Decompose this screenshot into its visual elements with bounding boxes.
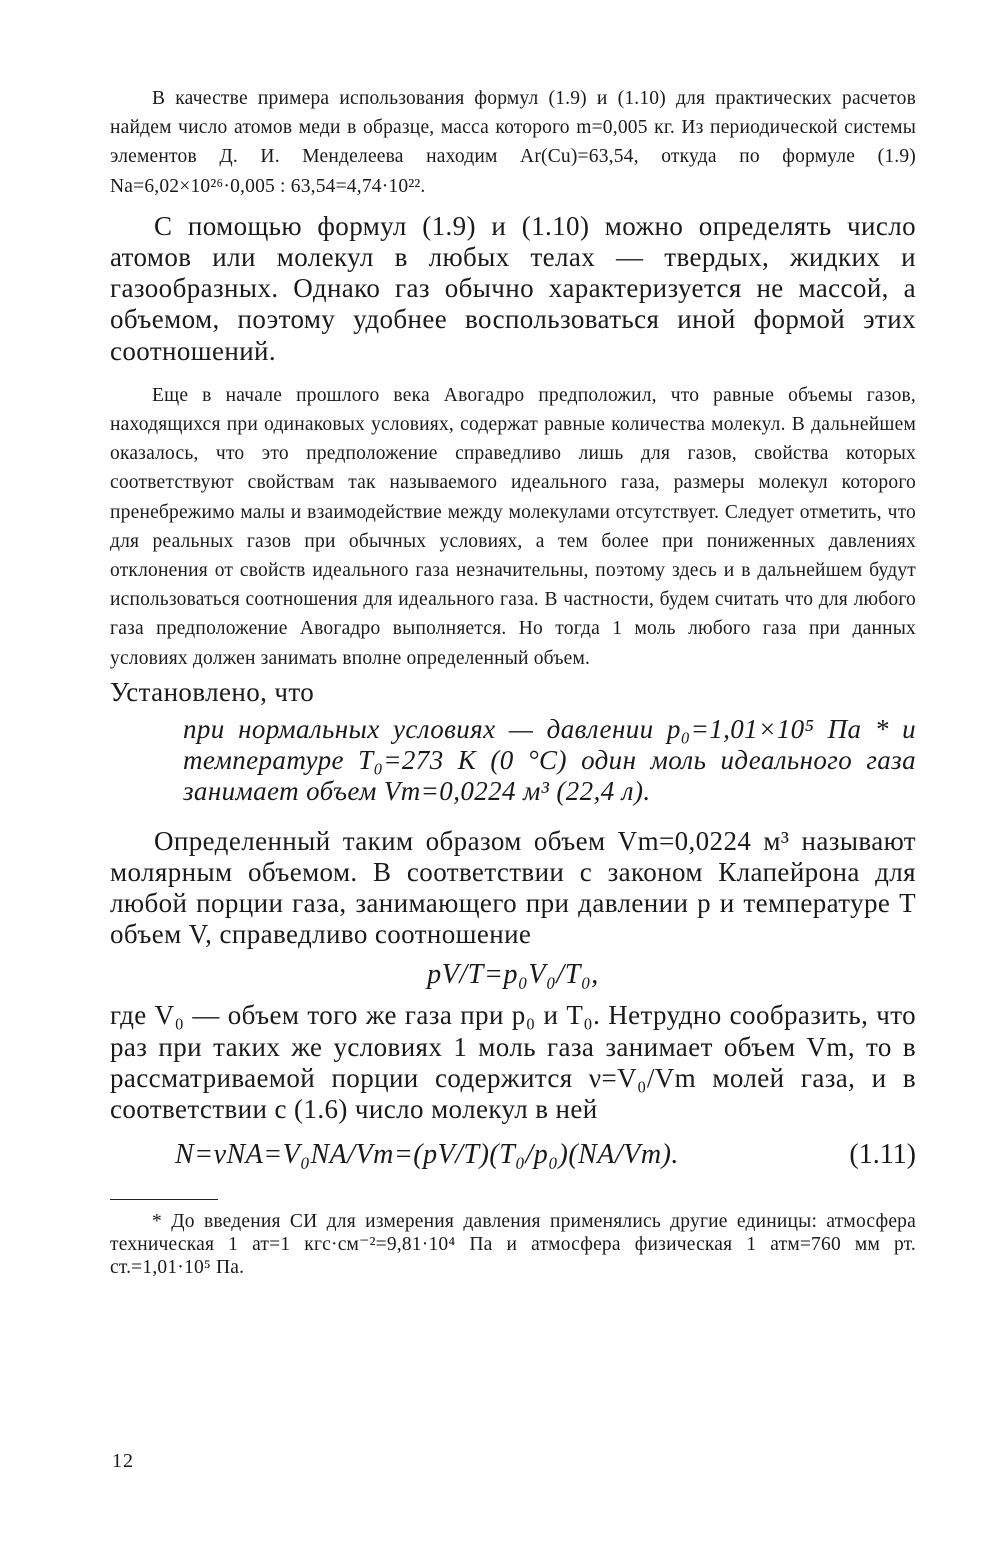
formula-molecules-number: (1.11): [849, 1139, 916, 1171]
paragraph-formulas-usage: С помощью формул (1.9) и (1.10) можно определять число атомов или молекул в любых телах — твердых, жидких и газообразных. Однако газ обычно характеризуется не массой, а объемом, поэтому удобнее воспользоваться иной формой этих соотношений.: [110, 210, 916, 366]
footnote-divider: [110, 1199, 218, 1200]
paragraph-molar-volume: Определенный таким образом объем Vm=0,0224 м³ называют молярным объемом. В соответствии с законом Клапейрона для любой порции газа, занимающего при давлении p и температуре T объем V, справедливо соотношение: [110, 825, 916, 950]
footnote: * До введения СИ для измерения давления применялись другие единицы: атмосфера техническая 1 ат=1 кгс·см⁻²=9,81·10⁴ Па и атмосфера физическая 1 атм=760 мм рт. ст.=1,01·10⁵ Па.: [110, 1211, 916, 1279]
formula-molecules-expression: N=νNA=V₀NA/Vm=(pV/T)(T₀/p₀)(NA/Vm).: [175, 1139, 679, 1171]
paragraph-example-copper: В качестве примера использования формул (1.9) и (1.10) для практических расчетов найдем число атомов меди в образце, масса которого m=0,005 кг. Из периодической системы элементов Д. И. Менделеева находим Ar(Cu)=63,54, откуда по формуле (1.9) Nа=6,02×10²⁶·0,005 : 63,54=4,74·10²².: [110, 88, 916, 197]
law-statement-text: при нормальных условиях — давлении p₀=1,01×10⁵ Па * и температуре T₀=273 К (0 °С) один моль идеального газа занимает объем Vm=0,0224 м³ (22,4 л).: [183, 714, 916, 807]
page-number: 12: [112, 1450, 134, 1472]
law-statement: [183, 714, 916, 808]
paragraph-established: Установлено, что: [110, 676, 315, 707]
paragraph-avogadro: Еще в начале прошлого века Авогадро предположил, что равные объемы газов, находящихся при одинаковых условиях, содержат равные количества молекул. В дальнейшем оказалось, что это предположение справедливо лишь для газов, свойства которых соответствуют свойствам так называемого идеального газа, размеры молекул которого пренебрежимо малы и взаимодействие между молекулами отсутствует. Следует отметить, что для реальных газов при обычных условиях, а тем более при пониженных давлениях отклонения от свойств идеального газа незначительны, поэтому здесь и в дальнейшем будут использоваться соотношения для идеального газа. В частности, будем считать что для любого газа предположение Авогадро выполняется. Но тогда 1 моль любого газа при данных условиях должен занимать вполне определенный объем.: [110, 384, 916, 669]
page-body: [110, 84, 916, 1279]
formula-clapeyron: pV/T=p₀V₀/T₀,: [427, 959, 599, 991]
paragraph-number-of-moles: где V₀ — объем того же газа при p₀ и T₀. Нетрудно сообразить, что раз при таких же условиях 1 моль газа занимает объем Vm, то в рассматриваемой порции содержится ν=V₀/Vm молей газа, и в соответствии с (1.6) число молекул в ней: [110, 1000, 916, 1125]
formula-molecules: [110, 1133, 916, 1177]
